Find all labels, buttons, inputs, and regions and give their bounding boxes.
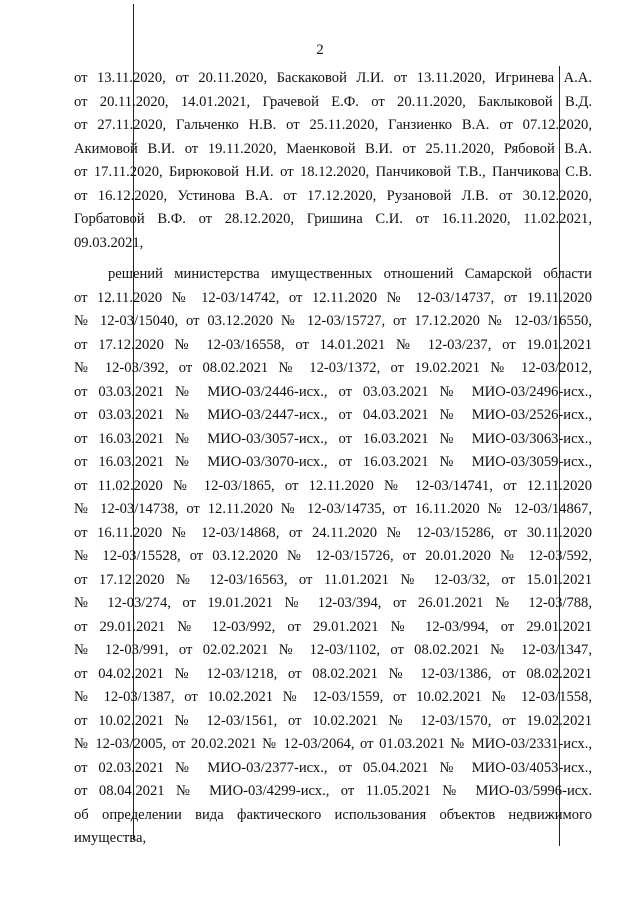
text-line: от 16.12.2020, Устинова В.А. от 17.12.2020, Рузановой Л.В. от 30.12.2020, [74, 187, 592, 204]
text-line: от 03.03.2021 № МИО-03/2447-исх., от 04.03.2021 № МИО-03/2526-исх., [74, 407, 592, 423]
text-line: от 12.11.2020 № 12-03/14742, от 12.11.2020 № 12-03/14737, от 19.11.2020 [74, 289, 592, 306]
text-line: от 02.03.2021 № МИО-03/2377-исх., от 05.04.2021 № МИО-03/4053-исх., [74, 759, 592, 776]
text-line: от 27.11.2020, Гальченко Н.В. от 25.11.2020, Ганзиенко В.А. от 07.12.2020, [74, 117, 592, 133]
text-line: от 16.11.2020 № 12-03/14868, от 24.11.2020 № 12-03/15286, от 30.11.2020 [74, 524, 592, 541]
text-line: от 17.12.2020 № 12-03/16558, от 14.01.2021 № 12-03/237, от 19.01.2021 [74, 336, 592, 353]
page-number: 2 [316, 42, 324, 58]
text-line: решений министерства имущественных отношений Самарской области [108, 266, 592, 282]
text-line: № 12-03/14738, от 12.11.2020 № 12-03/14735, от 16.11.2020 № 12-03/14867, [74, 501, 592, 517]
text-line: 09.03.2021, [74, 234, 144, 251]
text-line: от 29.01.2021 № 12-03/992, от 29.01.2021 № 12-03/994, от 29.01.2021 [74, 618, 592, 635]
text-line: от 16.03.2021 № МИО-03/3057-исх., от 16.03.2021 № МИО-03/3063-исх., [74, 430, 592, 447]
text-line: от 11.02.2020 № 12-03/1865, от 12.11.2020 № 12-03/14741, от 12.11.2020 [74, 477, 592, 494]
text-line: № 12-03/2005, от 20.02.2021 № 12-03/2064, от 01.03.2021 № МИО-03/2331-исх., [74, 736, 592, 752]
text-line: от 04.02.2021 № 12-03/1218, от 08.02.2021 № 12-03/1386, от 08.02.2021 [74, 665, 592, 682]
text-line: № 12-03/15528, от 03.12.2020 № 12-03/15726, от 20.01.2020 № 12-03/592, [74, 548, 592, 564]
text-line: от 08.04.2021 № МИО-03/4299-исх., от 11.05.2021 № МИО-03/5996-исх. [74, 783, 592, 799]
text-line: от 17.11.2020, Бирюковой Н.И. от 18.12.2020, Панчиковой Т.В., Панчикова С.В. [74, 164, 592, 180]
text-line: от 17.12.2020 № 12-03/16563, от 11.01.2021 № 12-03/32, от 15.01.2021 [74, 571, 592, 588]
text-line: имущества, [74, 830, 147, 846]
text-line: № 12-03/392, от 08.02.2021 № 12-03/1372, от 19.02.2021 № 12-03/2012, [74, 360, 592, 376]
text-line: от 16.03.2021 № МИО-03/3070-исх., от 16.03.2021 № МИО-03/3059-исх., [74, 454, 592, 470]
text-line: № 12-03/274, от 19.01.2021 № 12-03/394, от 26.01.2021 № 12-03/788, [74, 595, 592, 611]
text-line: от 03.03.2021 № МИО-03/2446-исх., от 03.03.2021 № МИО-03/2496-исх., [74, 383, 592, 400]
text-line: № 12-03/15040, от 03.12.2020 № 12-03/15727, от 17.12.2020 № 12-03/16550, [74, 313, 592, 329]
paragraph-applications [74, 67, 592, 255]
text-line: от 10.02.2021 № 12-03/1561, от 10.02.2021 № 12-03/1570, от 19.02.2021 [74, 712, 592, 729]
document-body [74, 67, 592, 851]
paragraph-decisions [74, 263, 592, 851]
text-line: № 12-03/1387, от 10.02.2021 № 12-03/1559, от 10.02.2021 № 12-03/1558, [74, 689, 592, 705]
text-line: об определении вида фактического использования объектов недвижимого [74, 806, 592, 823]
text-line: Акимовой В.И. от 19.11.2020, Маенковой В.И. от 25.11.2020, Рябовой В.А. [74, 140, 592, 157]
text-line: Горбатовой В.Ф. от 28.12.2020, Гришина С.И. от 16.11.2020, 11.02.2021, [74, 211, 592, 227]
text-line: от 20.11.2020, 14.01.2021, Грачевой Е.Ф. от 20.11.2020, Баклыковой В.Д. [74, 93, 592, 110]
text-line: № 12-03/991, от 02.02.2021 № 12-03/1102, от 08.02.2021 № 12-03/1347, [74, 642, 592, 658]
text-line: от 13.11.2020, от 20.11.2020, Баскаковой Л.И. от 13.11.2020, Игринева А.А. [74, 70, 592, 86]
